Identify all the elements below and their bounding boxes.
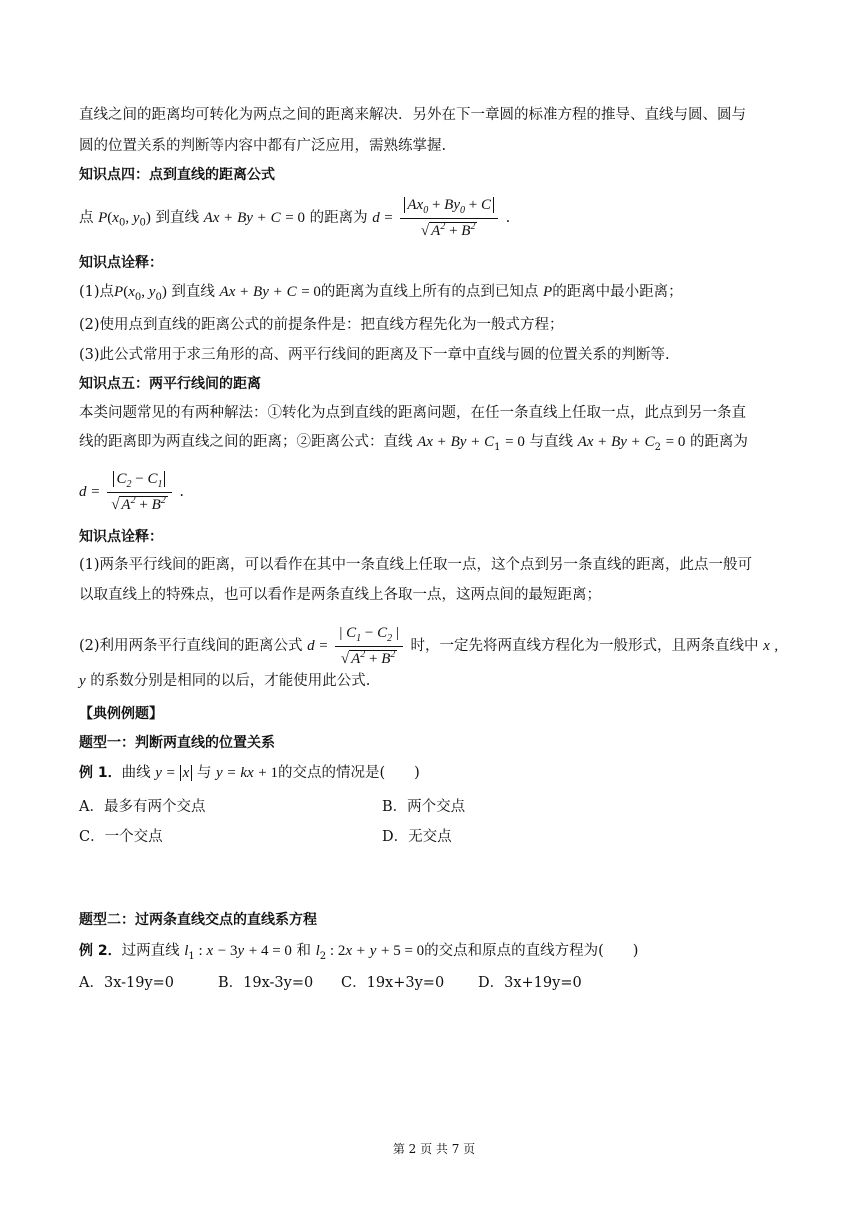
text: (1)点 [79,284,115,300]
example-1-option-b[interactable]: B．两个交点 [382,799,466,815]
examples-heading: 【典例例题】 [79,706,163,722]
section5-line-2: 线的距离即为两直线之间的距离；②距离公式：直线 $Ax + By + C_1 = 0$ 与直线 $Ax + By + C_2 = 0$ 的距离为 [79,434,748,453]
period: . [179,483,184,500]
text: 过两直线 [121,943,180,959]
example-2-question: 例 2．过两直线 $l_1$ : x − 3y + 4 = 0 和 $l_2$ : 2x + y + 5 = 0的交点和原点的直线方程为( ) [79,943,639,962]
period: . [505,209,511,226]
notes5-item-1-line-2: 以取直线上的特殊点，也可以看作是两条直线上各取一点，这两点间的最短距离； [79,587,601,603]
intro-line-1: 直线之间的距离均可转化为两点之间的距离来解决．另外在下一章圆的标准方程的推导、直线与圆、圆与 [79,107,746,123]
text: 点 [79,209,94,226]
example-label: 例 2． [79,943,122,959]
section4-formula-line: 点 $P(x_0$, $y_0$) 到直线 Ax + By + C = 0 的距离为 d = $\frac{Ax_0 + By_0 + C}{√ A^2 + B^2}$ . [79,197,511,239]
page-footer: 第 2 页 共 7 页 [392,1142,476,1156]
notes4-item-1: (1)点$P(x_0$, $y_0$) 到直线 Ax + By + C = 0的距离为直线上所有的点到已知点 P的距离中最小距离； [79,284,683,303]
example-1-option-a[interactable]: A．最多有两个交点 [79,799,206,815]
type2-heading: 题型二：过两条直线交点的直线系方程 [79,912,317,928]
example-2-option-b[interactable]: B．19x-3y=0 [218,975,314,991]
section5-heading: 知识点五：两平行线间的距离 [79,376,261,392]
text: 的系数分别是相同的以后，才能使用此公式. [90,673,371,689]
text: 的距离中最小距离； [552,284,683,300]
text: 的距离为 [309,209,368,226]
intro-line-2: 圆的位置关系的判断等内容中都有广泛应用，需熟练掌握. [79,138,447,154]
text: 的距离为 [689,434,748,450]
example-2-option-a[interactable]: A．3x-19y=0 [79,975,175,991]
notes4-item-3: (3)此公式常用于求三角形的高、两平行线间的距离及下一章中直线与圆的位置关系的判断等. [79,347,670,363]
text: 和 [296,943,312,959]
parallel-distance-formula-2: $\frac{| C_1 - C_2 |}{√ A^2 + B^2}$ [335,624,403,668]
text: 到直线 [171,284,215,300]
text: 线的距离即为两直线之间的距离；②距离公式：直线 [79,434,413,450]
text: 的交点和原点的直线方程为( ) [424,943,639,959]
section5-line-1: 本类问题常见的有两种解法：①转化为点到直线的距离问题，在任一条直线上任取一点，此点到另一条直 [79,405,746,421]
text: 的交点的情况是( ) [278,765,420,781]
notes5-item-2-line-1: (2)利用两条平行直线间的距离公式 d = $\frac{| C_1 - C_2 |}{√ A^2 + B^2}$ 时，一定先将两直线方程化为一般形式，且两条直线中 x , [79,625,779,667]
text: (2)利用两条平行直线间的距离公式 [79,637,303,654]
section5-formula: d = $\frac{C_2 - C_1}{√ A^2 + B^2}$ . [79,471,184,513]
text: 与直线 [529,434,573,450]
distance-formula: $\frac{Ax_0 + By_0 + C}{√ A^2 + B^2}$ [400,196,498,240]
text: 与 [196,765,212,781]
parallel-distance-formula: $\frac{C_2 - C_1}{√ A^2 + B^2}$ [107,470,172,514]
example-1-question: 例 1．曲线 y = x 与 y = kx + 1的交点的情况是( ) [79,765,420,781]
notes5-item-2-line-2: y 的系数分别是相同的以后，才能使用此公式. [79,673,371,689]
text: 的距离为直线上所有的点到已知点 [320,284,539,300]
example-label: 例 1． [79,765,122,781]
text: 时，一定先将两直线方程化为一般形式，且两条直线中 [410,637,759,654]
text: 曲线 [121,765,151,781]
section4-heading: 知识点四：点到直线的距离公式 [79,167,275,183]
text: 到直线 [155,209,199,226]
type1-heading: 题型一：判断两直线的位置关系 [79,735,275,751]
example-2-option-c[interactable]: C．19x+3y=0 [341,975,445,991]
example-2-option-d[interactable]: D．3x+19y=0 [478,975,582,991]
notes5-item-1-line-1: (1)两条平行线间的距离，可以看作在其中一条直线上任取一点，这个点到另一条直线的距离，此点一般可 [79,557,753,573]
notes4-item-2: (2)使用点到直线的距离公式的前提条件是：把直线方程先化为一般式方程； [79,317,564,333]
notes4-heading: 知识点诠释： [79,255,163,271]
example-1-option-c[interactable]: C．一个交点 [79,829,163,845]
example-1-option-d[interactable]: D．无交点 [382,829,452,845]
notes5-heading: 知识点诠释： [79,529,163,545]
